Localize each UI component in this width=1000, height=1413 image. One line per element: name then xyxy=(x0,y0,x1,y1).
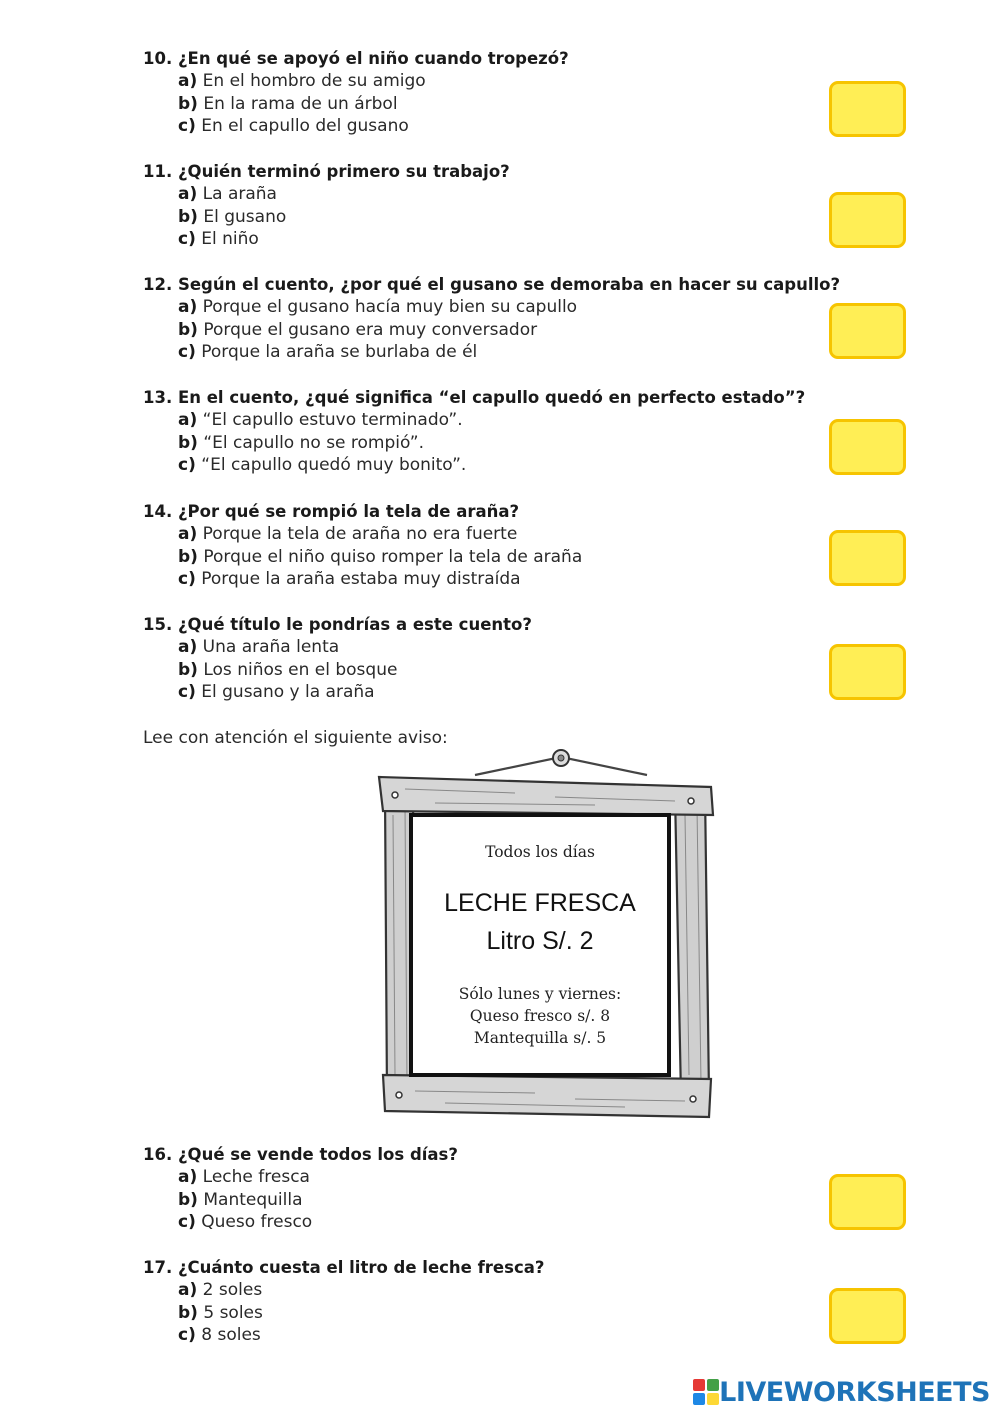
question-12 xyxy=(143,273,843,364)
option-c: c) El niño xyxy=(178,229,259,250)
option-c: c) 8 soles xyxy=(178,1325,261,1346)
option-c: c) El gusano y la araña xyxy=(178,682,375,703)
answer-box-10[interactable] xyxy=(829,81,906,137)
option-a: a) “El capullo estuvo terminado”. xyxy=(178,410,463,430)
option-a: a) 2 soles xyxy=(178,1280,263,1300)
option-a: a) En el hombro de su amigo xyxy=(178,71,426,91)
question-title: 12. Según el cuento, ¿por qué el gusano se demoraba en hacer su capullo? xyxy=(143,275,841,294)
answer-box-12[interactable] xyxy=(829,303,906,359)
question-title: 15. ¿Qué título le pondrías a este cuento? xyxy=(143,615,532,634)
option-b: b) “El capullo no se rompió”. xyxy=(178,432,425,453)
answer-box-16[interactable] xyxy=(829,1174,906,1230)
question-13 xyxy=(143,386,843,477)
option-c: c) En el capullo del gusano xyxy=(178,116,409,137)
question-10 xyxy=(143,47,843,138)
option-b: b) 5 soles xyxy=(178,1302,263,1323)
option-b: b) Los niños en el bosque xyxy=(178,659,398,680)
option-c: c) Porque la araña se burlaba de él xyxy=(178,342,478,363)
option-a: a) Porque el gusano hacía muy bien su capullo xyxy=(178,297,578,317)
option-a: a) Una araña lenta xyxy=(178,637,340,657)
question-15 xyxy=(143,613,843,704)
option-b: b) El gusano xyxy=(178,206,287,227)
option-c: c) “El capullo quedó muy bonito”. xyxy=(178,455,467,476)
liveworksheets-logo-icon xyxy=(693,1379,719,1405)
sign-line-days: Sólo lunes y viernes: xyxy=(458,985,622,1003)
question-title: 10. ¿En qué se apoyó el niño cuando tropezó? xyxy=(143,49,569,68)
option-b: b) Mantequilla xyxy=(178,1189,303,1210)
liveworksheets-logo xyxy=(693,1376,990,1408)
sign-line-butter: Mantequilla s/. 5 xyxy=(473,1029,607,1047)
sign-line-price: Litro S/. 2 xyxy=(486,927,594,955)
option-b: b) Porque el niño quiso romper la tela de araña xyxy=(178,546,583,567)
answer-box-14[interactable] xyxy=(829,530,906,586)
question-title: 17. ¿Cuánto cuesta el litro de leche fresca? xyxy=(143,1258,545,1277)
logo-text: LIVEWORKSHEETS xyxy=(719,1376,990,1408)
notice-sign xyxy=(375,745,720,1123)
option-c: c) Queso fresco xyxy=(178,1212,313,1233)
question-14 xyxy=(143,500,843,591)
question-title: 11. ¿Quién terminó primero su trabajo? xyxy=(143,162,510,181)
option-b: b) Porque el gusano era muy conversador xyxy=(178,319,538,340)
answer-box-13[interactable] xyxy=(829,419,906,475)
question-title: 14. ¿Por qué se rompió la tela de araña? xyxy=(143,502,520,521)
question-17 xyxy=(143,1256,843,1347)
option-b: b) En la rama de un árbol xyxy=(178,93,398,114)
question-16 xyxy=(143,1143,843,1234)
question-title: 13. En el cuento, ¿qué significa “el capullo quedó en perfecto estado”? xyxy=(143,388,806,407)
instruction-text: Lee con atención el siguiente aviso: xyxy=(143,728,448,748)
question-title: 16. ¿Qué se vende todos los días? xyxy=(143,1145,458,1164)
answer-box-11[interactable] xyxy=(829,192,906,248)
option-a: a) La araña xyxy=(178,184,277,204)
sign-line-cheese: Queso fresco s/. 8 xyxy=(469,1007,611,1025)
answer-box-15[interactable] xyxy=(829,644,906,700)
sign-line-everyday: Todos los días xyxy=(485,843,595,861)
sign-content xyxy=(415,815,665,1117)
sign-line-product: LECHE FRESCA xyxy=(444,889,636,917)
option-a: a) Porque la tela de araña no era fuerte xyxy=(178,524,518,544)
answer-box-17[interactable] xyxy=(829,1288,906,1344)
option-a: a) Leche fresca xyxy=(178,1167,310,1187)
option-c: c) Porque la araña estaba muy distraída xyxy=(178,569,521,590)
question-11 xyxy=(143,160,843,251)
